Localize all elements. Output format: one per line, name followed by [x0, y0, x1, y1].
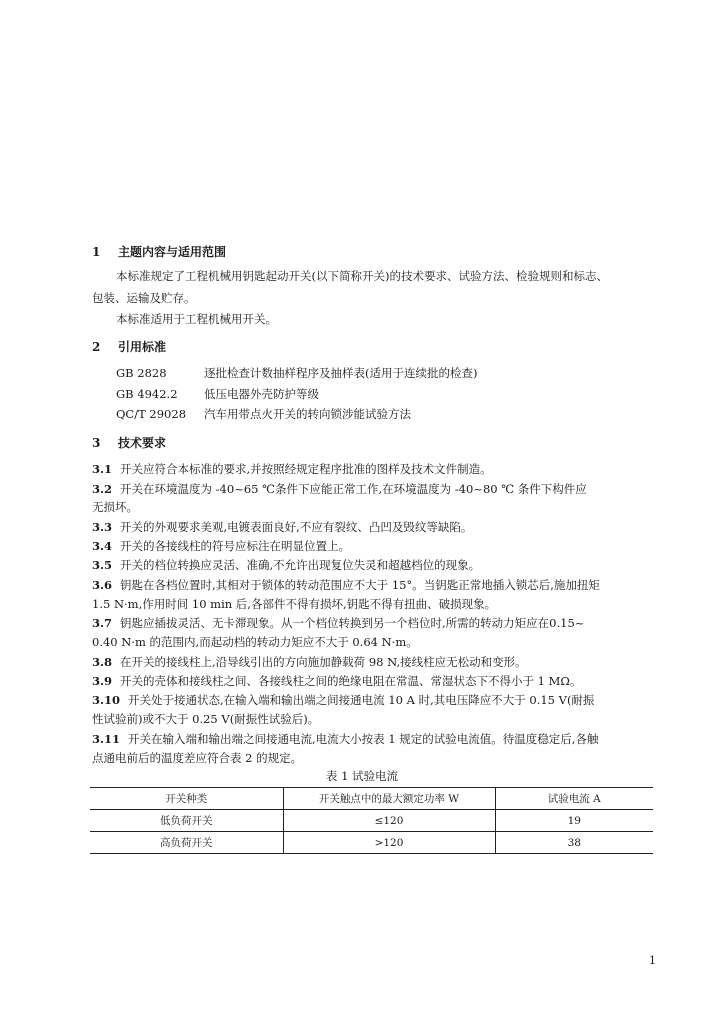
reference-title: 汽车用带点火开关的转向锁涉能试验方法 — [204, 407, 411, 421]
clause-3-3 — [92, 519, 472, 535]
section-title: 技术要求 — [118, 436, 167, 450]
clause-3-2-line-2: 无损坏。 — [92, 500, 138, 514]
clause-text: 钥匙在各档位置时,其相对于锁体的转动范围应不大于 15°。当钥匙正常地插入锁芯后,施加扭矩 — [120, 578, 600, 592]
clause-3-11-line-2: 点通电前后的温度差应符合表 2 的规定。 — [92, 751, 303, 765]
reference-code: GB 4942.2 — [116, 387, 178, 401]
table-cell: >120 — [283, 832, 495, 854]
section-1-paragraph-1-line-2: 包装、运输及贮存。 — [92, 291, 196, 305]
reference-title: 逐批检查计数抽样程序及抽样表(适用于连续批的检查) — [204, 366, 478, 380]
clause-number: 3.11 — [92, 732, 121, 746]
clause-number: 3.9 — [92, 674, 113, 688]
table-row — [90, 832, 653, 854]
table-row — [90, 810, 653, 832]
section-title: 引用标准 — [118, 340, 167, 354]
clause-number: 3.8 — [92, 655, 113, 669]
clause-3-5 — [92, 557, 480, 573]
clause-number: 3.4 — [92, 539, 113, 553]
section-3-heading — [92, 434, 166, 451]
clause-text: 开关在环境温度为 -40~65 ℃条件下应能正常工作,在环境温度为 -40~80 ℃ 条件下构件应 — [120, 482, 587, 496]
clause-number: 3.6 — [92, 578, 113, 592]
clause-number: 3.10 — [92, 693, 121, 707]
clause-3-8 — [92, 654, 527, 670]
column-header: 开关触点中的最大额定功率 W — [283, 788, 495, 810]
clause-text: 开关的外观要求美观,电镀表面良好,不应有裂纹、凸凹及毁纹等缺陷。 — [120, 520, 473, 534]
reference-item — [116, 386, 319, 402]
reference-title: 低压电器外壳防护等级 — [204, 387, 319, 401]
clause-number: 3.3 — [92, 520, 113, 534]
section-1-paragraph-2: 本标准适用于工程机械用开关。 — [116, 312, 277, 326]
table-cell: 低负荷开关 — [160, 815, 213, 827]
reference-item — [116, 406, 411, 422]
section-number: 1 — [92, 245, 101, 259]
clause-text: 开关的档位转换应灵活、准确,不允许出现复位失灵和超越档位的现象。 — [120, 558, 481, 572]
reference-code: GB 2828 — [116, 366, 167, 380]
clause-3-4 — [92, 538, 350, 554]
section-1-heading — [92, 243, 226, 260]
clause-number: 3.1 — [92, 462, 113, 476]
clause-number: 3.7 — [92, 616, 113, 630]
clause-3-10-line-1 — [92, 692, 594, 708]
table-caption: 表 1 试验电流 — [325, 769, 399, 783]
clause-3-11-line-1 — [92, 731, 598, 747]
section-2-heading — [92, 338, 166, 355]
table-header-row — [90, 788, 653, 810]
reference-item — [116, 365, 477, 381]
clause-3-10-line-2: 性试验前)或不大于 0.25 V(耐振性试验后)。 — [92, 712, 320, 726]
clause-number: 3.2 — [92, 482, 113, 496]
section-title: 主题内容与适用范围 — [118, 245, 227, 259]
clause-text: 开关的各接线柱的符号应标注在明显位置上。 — [120, 539, 351, 553]
clause-3-6-line-2: 1.5 N·m,作用时间 10 min 后,各部件不得有损坏,钥匙不得有扭曲、破损现象。 — [92, 597, 497, 611]
clause-3-6-line-1 — [92, 577, 600, 593]
clause-3-7-line-1 — [92, 615, 584, 631]
clause-3-2-line-1 — [92, 481, 587, 497]
reference-code: QC/T 29028 — [116, 407, 187, 421]
table-cell: 高负荷开关 — [160, 837, 213, 849]
column-header: 试验电流 A — [495, 788, 653, 810]
page-number: 1 — [649, 954, 656, 967]
table-cell: 19 — [495, 810, 653, 832]
clause-text: 开关处于接通状态,在输入端和输出端之间接通电流 10 A 时,其电压降应不大于 0.15 V(耐振 — [128, 693, 595, 707]
column-header: 开关种类 — [165, 793, 208, 805]
table-cell: ≤120 — [283, 810, 495, 832]
clause-text: 开关应符合本标准的要求,并按照经规定程序批准的图样及技术文件制造。 — [120, 462, 492, 476]
test-current-table — [90, 787, 653, 854]
clause-number: 3.5 — [92, 558, 113, 572]
clause-3-1 — [92, 461, 492, 477]
section-number: 3 — [92, 436, 101, 450]
clause-text: 开关在输入端和输出端之间接通电流,电流大小按表 1 规定的试验电流值。待温度稳定后,各触 — [128, 732, 599, 746]
section-number: 2 — [92, 340, 101, 354]
table-cell: 38 — [495, 832, 653, 854]
clause-3-9 — [92, 673, 581, 689]
section-1-paragraph-1-line-1: 本标准规定了工程机械用钥匙起动开关(以下简称开关)的技术要求、试验方法、检验规则和标志、 — [116, 269, 608, 283]
clause-3-7-line-2: 0.40 N·m 的范围内,而起动档的转动力矩应不大于 0.64 N·m。 — [92, 635, 418, 649]
clause-text: 在开关的接线柱上,沿导线引出的方向施加静载荷 98 N,接线柱应无松动和变形。 — [120, 655, 527, 669]
clause-text: 钥匙应插拔灵活、无卡滞现象。从一个档位转换到另一个档位时,所需的转动力矩应在0.15~ — [120, 616, 585, 630]
clause-text: 开关的壳体和接线柱之间、各接线柱之间的绝缘电阻在常温、常湿状态下不得小于 1 MΩ。 — [120, 674, 582, 688]
